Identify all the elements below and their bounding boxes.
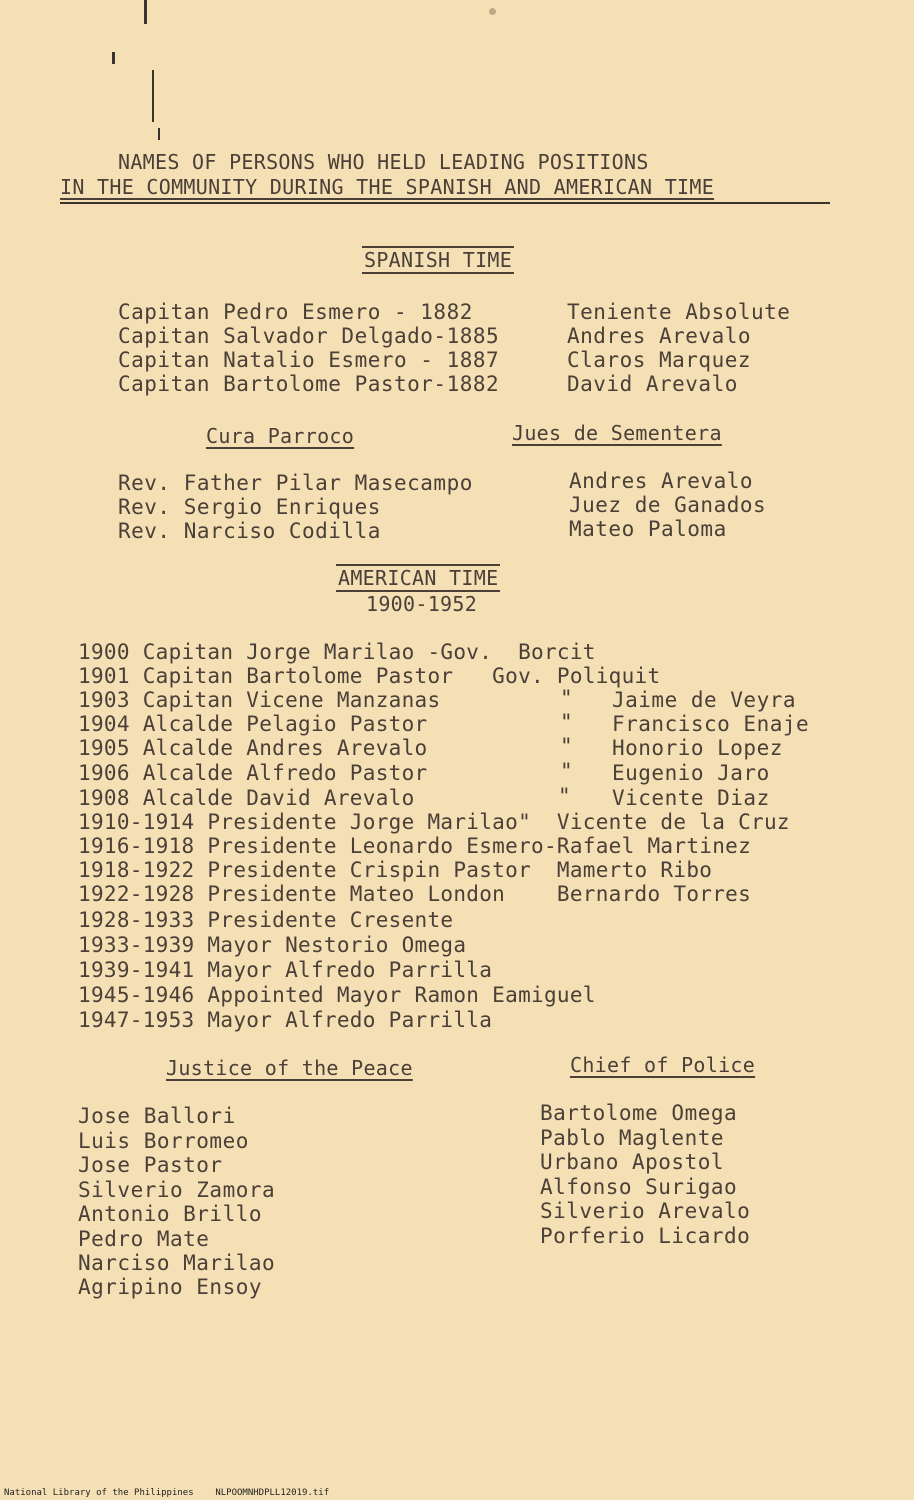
american-time-heading: AMERICAN TIME xyxy=(338,566,499,590)
jues-item: Mateo Paloma xyxy=(569,517,727,541)
cura-item: Rev. Narciso Codilla xyxy=(118,519,381,543)
jues-item: Juez de Ganados xyxy=(569,493,767,517)
capitan-item: Capitan Bartolome Pastor-1882 xyxy=(118,372,500,396)
capitan-item: Capitan Pedro Esmero - 1882 xyxy=(118,300,473,324)
police-item: Porferio Licardo xyxy=(540,1224,751,1248)
american-row: 1947-1953 Mayor Alfredo Parrilla xyxy=(78,1008,493,1032)
justice-item: Agripino Ensoy xyxy=(78,1275,263,1299)
police-item: Pablo Maglente xyxy=(540,1126,725,1150)
ink-mark xyxy=(112,52,115,64)
ditto-mark: " xyxy=(560,734,573,758)
justice-item: Narciso Marilao xyxy=(78,1251,276,1275)
cura-item: Rev. Sergio Enriques xyxy=(118,495,381,519)
police-heading: Chief of Police xyxy=(570,1053,756,1077)
police-item: Urbano Apostol xyxy=(540,1150,725,1174)
american-row: 1903 Capitan Vicene Manzanas xyxy=(78,688,441,712)
american-row: 1904 Alcalde Pelagio Pastor xyxy=(78,712,428,736)
police-item: Bartolome Omega xyxy=(540,1101,738,1125)
justice-item: Jose Pastor xyxy=(78,1153,223,1177)
american-row: 1939-1941 Mayor Alfredo Parrilla xyxy=(78,958,493,982)
cura-parroco-heading: Cura Parroco xyxy=(206,424,355,448)
ink-mark xyxy=(158,128,160,140)
justice-item: Jose Ballori xyxy=(78,1104,236,1128)
american-row: 1908 Alcalde David Arevalo xyxy=(78,786,415,810)
american-row: 1910-1914 Presidente Jorge Marilao" Vicente de la Cruz xyxy=(78,810,790,834)
american-row: 1945-1946 Appointed Mayor Ramon Eamiguel xyxy=(78,983,596,1007)
american-row: 1933-1939 Mayor Nestorio Omega xyxy=(78,933,467,957)
paper-spot xyxy=(489,8,496,15)
american-time-years: 1900-1952 xyxy=(366,592,478,616)
ditto-mark: " xyxy=(560,686,573,710)
jues-sementera-heading: Jues de Sementera xyxy=(512,421,722,445)
title-rule xyxy=(60,202,830,204)
justice-heading: Justice of the Peace xyxy=(166,1056,413,1080)
ditto-mark: " xyxy=(560,710,573,734)
ditto-mark: " xyxy=(558,784,571,808)
american-row: 1916-1918 Presidente Leonardo Esmero-Rafael Martinez xyxy=(78,834,752,858)
american-row: 1918-1922 Presidente Crispin Pastor Mamerto Ribo xyxy=(78,858,713,882)
teniente-item: David Arevalo xyxy=(567,372,738,396)
american-row: 1905 Alcalde Andres Arevalo xyxy=(78,736,428,760)
governor-item: Honorio Lopez xyxy=(612,736,783,760)
jues-item: Andres Arevalo xyxy=(569,469,754,493)
teniente-item: Teniente Absolute xyxy=(567,300,791,324)
governor-item: Vicente Diaz xyxy=(612,786,770,810)
justice-item: Antonio Brillo xyxy=(78,1202,263,1226)
governor-item: Francisco Enaje xyxy=(612,712,810,736)
spanish-time-heading: SPANISH TIME xyxy=(364,248,513,272)
american-row: 1928-1933 Presidente Cresente xyxy=(78,908,454,932)
governor-item: Eugenio Jaro xyxy=(612,761,770,785)
american-row: 1922-1928 Presidente Mateo London Bernardo Torres xyxy=(78,882,752,906)
justice-item: Pedro Mate xyxy=(78,1227,210,1251)
capitan-item: Capitan Natalio Esmero - 1887 xyxy=(118,348,500,372)
teniente-item: Claros Marquez xyxy=(567,348,752,372)
archive-footer: National Library of the Philippines NLPOOMNHDPLL12019.tif xyxy=(4,1488,330,1498)
police-item: Silverio Arevalo xyxy=(540,1199,751,1223)
cura-item: Rev. Father Pilar Masecampo xyxy=(118,471,473,495)
governor-item: Jaime de Veyra xyxy=(612,688,797,712)
title-line-1: NAMES OF PERSONS WHO HELD LEADING POSITIONS xyxy=(118,150,649,174)
title-line-2: IN THE COMMUNITY DURING THE SPANISH AND AMERICAN TIME xyxy=(60,175,715,199)
american-row: 1906 Alcalde Alfredo Pastor xyxy=(78,761,428,785)
american-row: 1900 Capitan Jorge Marilao -Gov. Borcit xyxy=(78,640,596,664)
capitan-item: Capitan Salvador Delgado-1885 xyxy=(118,324,500,348)
justice-item: Luis Borromeo xyxy=(78,1129,249,1153)
ditto-mark: " xyxy=(560,759,573,783)
ink-mark xyxy=(144,0,147,24)
police-item: Alfonso Surigao xyxy=(540,1175,738,1199)
american-row: 1901 Capitan Bartolome Pastor Gov. Poliquit xyxy=(78,664,661,688)
justice-item: Silverio Zamora xyxy=(78,1178,276,1202)
teniente-item: Andres Arevalo xyxy=(567,324,752,348)
ink-mark xyxy=(152,70,154,122)
